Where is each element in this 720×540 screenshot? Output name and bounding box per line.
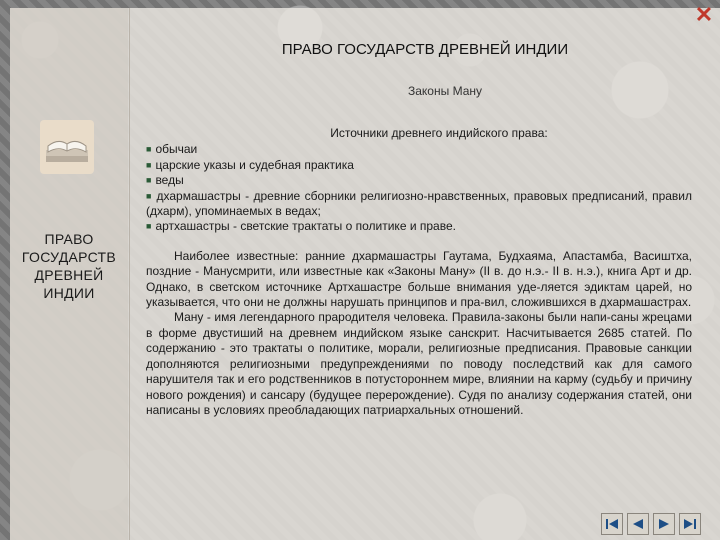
paragraph-known-sources: Наиболее известные: ранние дхармашастры Гаутама, Будхаяма, Апастамба, Васиштха, поздние - Манусмрити, или известные как «Законы Ману» (II в. до н.э.- II в. н.э.), книга Арт и др. Однако, в светском источнике Артхашастре больше внимания уде-ляется эдиктам царей, но указывается, что они не должны нарушать принципов и пра-вил, сложившихся в дхармашастрах. — [146, 248, 692, 310]
close-icon[interactable]: ✕ — [694, 2, 714, 27]
last-slide-icon — [683, 518, 697, 530]
last-slide-button[interactable] — [679, 513, 701, 535]
page-subtitle: Законы Ману — [408, 84, 482, 98]
first-slide-icon — [605, 518, 619, 530]
list-item-text: веды — [155, 173, 184, 188]
list-item — [146, 189, 692, 220]
list-item-text: царские указы и судебная практика — [155, 157, 354, 172]
list-item — [146, 142, 692, 157]
paragraph-manu: Ману - имя легендарного прародителя человека. Правила-законы были напи-саны жрецами в форме двустиший на древнем индийском языке санскрит. Насчитывается 2685 статей. По содержанию - это трактаты о политике, морали, религиозные предписания. Правовые санкции дополняются религиозными предупреждениями по поводу последствий как для самого нарушителя так и его родственников в потустороннем мире, влиянии на карму (судьбу и причину нового рождения) и сансару (будущее перерождение). Судя по анализу содержания статей, они написаны в условиях преобладающих патриархальных отношений. — [146, 310, 692, 417]
bullet-icon: ■ — [146, 221, 152, 232]
slide-content — [146, 126, 692, 418]
list-item-text: обычаи — [155, 142, 198, 157]
slide-navigation — [601, 513, 701, 535]
sources-heading: Источники древнего индийского права: — [330, 126, 548, 140]
bullet-icon: ■ — [146, 159, 152, 170]
next-slide-icon — [657, 518, 671, 530]
sidebar-title-line: ГОСУДАРСТВ — [21, 249, 117, 265]
previous-slide-icon — [631, 518, 645, 530]
list-item-text: дхармашастры - древние сборники религиозно-нравственных, правовых предписаний, правил (дхарм), упоминаемых в ведах; — [146, 188, 692, 219]
list-item — [146, 219, 692, 234]
book-icon — [36, 116, 98, 178]
list-item — [146, 173, 692, 188]
sidebar-title — [10, 230, 128, 302]
bullet-icon: ■ — [146, 175, 152, 186]
sidebar-title-line: ДРЕВНЕЙ — [34, 267, 104, 283]
bullet-icon: ■ — [146, 190, 153, 201]
next-slide-button[interactable] — [653, 513, 675, 535]
page-title: ПРАВО ГОСУДАРСТВ ДРЕВНЕЙ ИНДИИ — [281, 41, 569, 58]
list-item-text: артхашастры - светские трактаты о политике и праве. — [155, 219, 456, 234]
bullet-icon: ■ — [146, 144, 152, 155]
sidebar-title-line: ИНДИИ — [43, 285, 95, 301]
previous-slide-button[interactable] — [627, 513, 649, 535]
list-item — [146, 158, 692, 173]
sidebar-title-line: ПРАВО — [44, 231, 94, 247]
first-slide-button[interactable] — [601, 513, 623, 535]
